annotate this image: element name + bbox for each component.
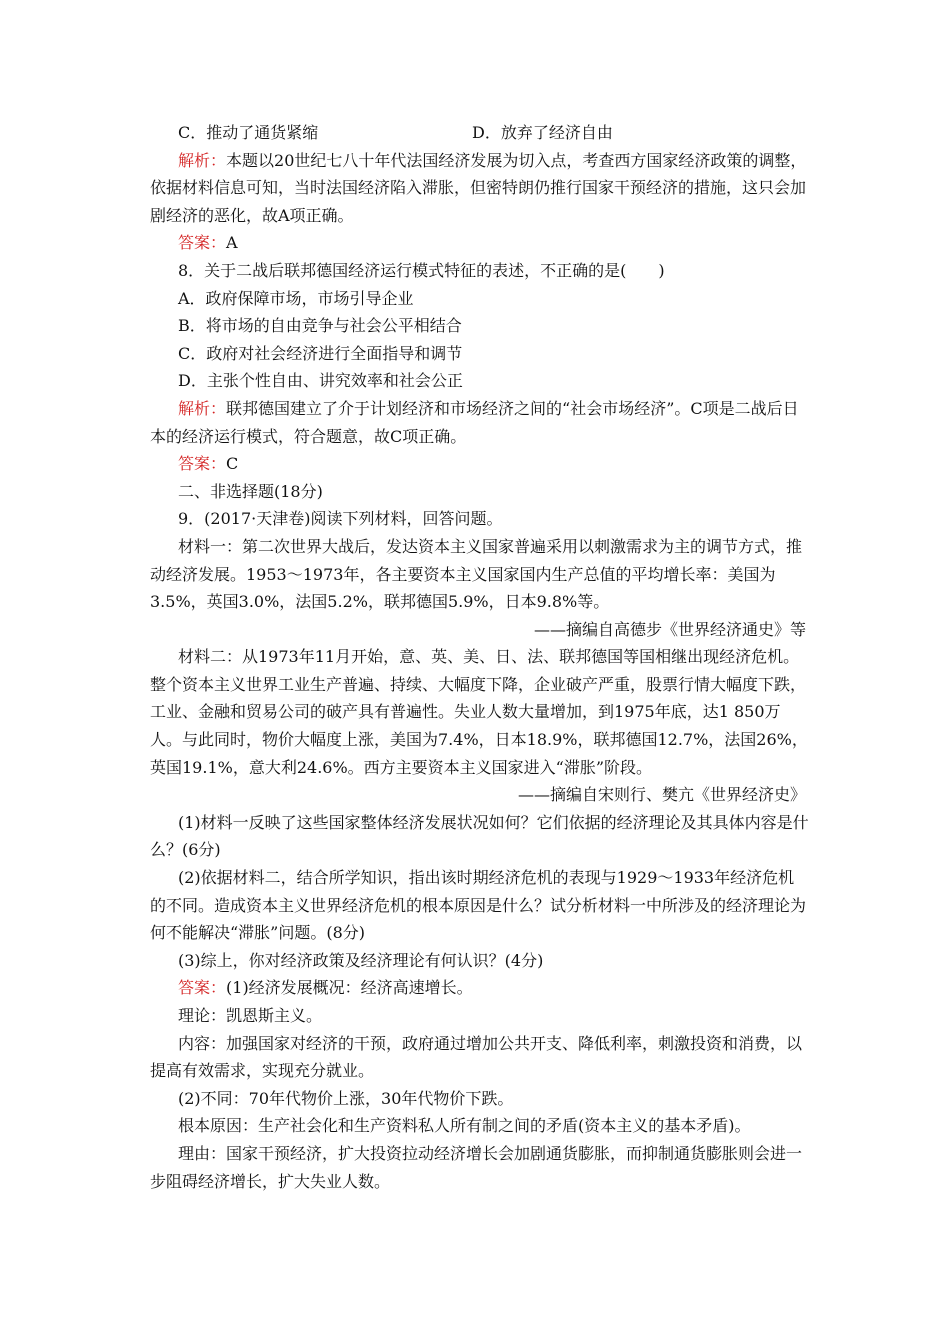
q9-stem: 9．(2017·天津卷)阅读下列材料，回答问题。 <box>178 509 503 529</box>
q8-answer-value: C <box>226 454 239 474</box>
q9-material-1: 材料一：第二次世界大战后，发达资本主义国家普遍采用以刺激需求为主的调节方式，推动经济发展。1953～1973年，各主要资本主义国家国内生产总值的平均增长率：美国为3.5%，英国3.0%，法国5.2%，联邦德国5.9%，日本9.8%等。 <box>150 536 803 612</box>
q7-option-d: D．放弃了经济自由 <box>472 123 613 142</box>
q9-answer-4: (2)不同：70年代物价上涨，30年代物价下跌。 <box>178 1088 514 1108</box>
q7-answer-label: 答案： <box>178 233 227 253</box>
q9-answer-3: 内容：加强国家对经济的干预，政府通过增加公共开支、降低利率，刺激投资和消费，以提高有效需求，实现充分就业。 <box>150 1033 803 1081</box>
q7-options-row <box>150 119 810 147</box>
q9-answer-label: 答案： <box>178 978 227 998</box>
q7-analysis-text: 本题以20世纪七八十年代法国经济发展为切入点，考查西方国家经济政策的调整，依据材料信息可知，当时法国经济陷入滞胀，但密特朗仍推行国家干预经济的措施，这只会加剧经济的恶化，故A项正确。 <box>150 150 807 225</box>
q8-option-a: A．政府保障市场，市场引导企业 <box>178 288 414 308</box>
q8-analysis-text: 联邦德国建立了介于计划经济和市场经济之间的“社会市场经济”。C项是二战后日本的经济运行模式，符合题意，故C项正确。 <box>150 398 799 446</box>
q9-source-1: ——摘编自高德步《世界经济通史》等 <box>533 619 806 639</box>
q7-analysis <box>150 147 810 230</box>
q8-option-b: B．将市场的自由竞争与社会公平相结合 <box>178 316 462 336</box>
q9-answer-1-text: (1)经济发展概况：经济高速增长。 <box>226 978 473 998</box>
q8-option-c: C．政府对社会经济进行全面指导和调节 <box>178 343 463 363</box>
q7-option-c: C．推动了通货紧缩 <box>178 123 319 142</box>
document-content <box>150 119 810 1195</box>
q9-subquestion-1: (1)材料一反映了这些国家整体经济发展状况如何？它们依据的经济理论及其具体内容是什么？(6分) <box>150 812 809 860</box>
section2-heading: 二、非选择题(18分) <box>178 481 323 501</box>
q9-answer-5: 根本原因：生产社会化和生产资料私人所有制之间的矛盾(资本主义的基本矛盾)。 <box>178 1116 751 1136</box>
q9-subquestion-3: (3)综上，你对经济政策及经济理论有何认识？(4分) <box>178 950 544 970</box>
q9-source-2: ——摘编自宋则行、樊亢《世界经济史》 <box>517 785 806 805</box>
q8-analysis-label: 解析： <box>178 398 227 418</box>
q7-answer <box>150 229 810 257</box>
q9-answer-6: 理由：国家干预经济，扩大投资拉动经济增长会加剧通货膨胀，而抑制通货膨胀则会进一步阻碍经济增长，扩大失业人数。 <box>150 1143 803 1191</box>
q8-answer-label: 答案： <box>178 454 227 474</box>
q8-stem: 8．关于二战后联邦德国经济运行模式特征的表述，不正确的是( ) <box>178 260 665 280</box>
q8-answer <box>150 450 810 478</box>
q8-analysis <box>150 395 810 450</box>
q9-answer-1 <box>150 974 810 1002</box>
q7-answer-value: A <box>226 233 238 253</box>
q9-material-2: 材料二：从1973年11月开始，意、英、美、日、法、联邦德国等国相继出现经济危机。整个资本主义世界工业生产普遍、持续、大幅度下降，企业破产严重，股票行情大幅度下跌，工业、金融和贸易公司的破产具有普遍性。失业人数大量增加，到1975年底，达1 850万人。与此同时，物价大幅度上涨，美国为7.4%，日本18.9%，联邦德国12.7%，法国26%，英国19.1%，意大利24.6%。西方主要资本主义国家进入“滞胀”阶段。 <box>150 647 808 777</box>
q7-analysis-label: 解析： <box>178 150 227 170</box>
q9-subquestion-2: (2)依据材料二，结合所学知识，指出该时期经济危机的表现与1929～1933年经济危机的不同。造成资本主义世界经济危机的根本原因是什么？试分析材料一中所涉及的经济理论为何不能解决“滞胀”问题。(8分) <box>150 868 807 943</box>
q8-option-d: D．主张个性自由、讲究效率和社会公正 <box>178 371 463 391</box>
q9-answer-2: 理论：凯恩斯主义。 <box>178 1006 323 1025</box>
